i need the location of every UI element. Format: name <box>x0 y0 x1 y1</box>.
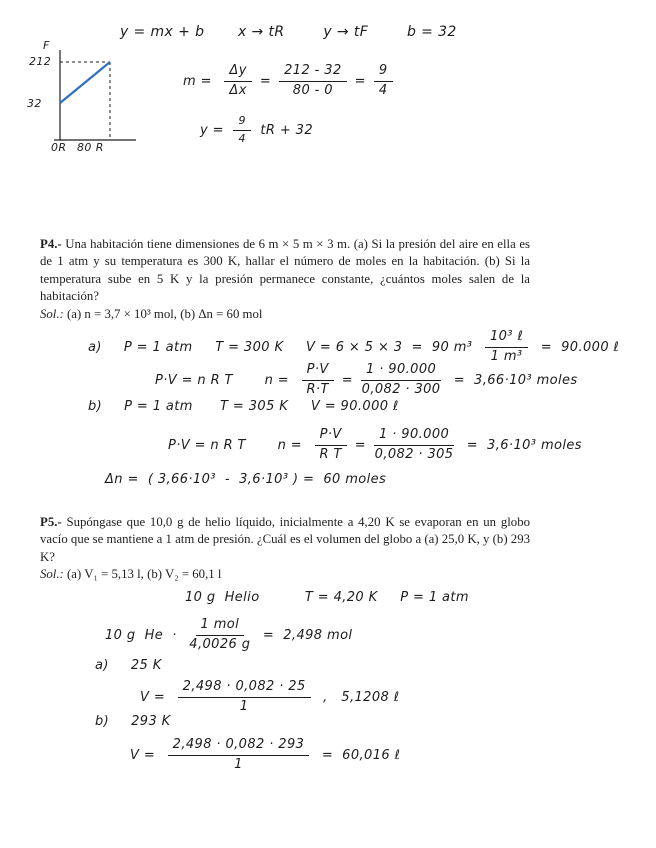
problem4-solution-line <box>40 306 530 323</box>
problem5-text: Supóngase que 10,0 g de helio líquido, inicialmente a 4,20 K se evaporan en un globo vacío que se mantiene a 1 atm de presión. ¿Cuál es el volumen del globo a (a) 25,0 K, y (b) 293 K? <box>40 515 530 564</box>
graph-tick-32: 32 <box>27 97 42 110</box>
sol4-part-b-line1 <box>88 399 399 414</box>
problem5-solution-line <box>40 566 530 583</box>
fraction-denominator: R·T <box>306 381 329 397</box>
equals-sign: = <box>354 437 366 453</box>
problem5-sol-text: (a) V₁ = 5,13 l, (b) V₂ = 60,1 l <box>63 567 222 582</box>
fraction-numerator: 1 · 90.000 <box>374 428 454 446</box>
sol5-a-v-prefix: V = <box>140 689 170 705</box>
sol4-a-ideal-gas: P·V = n R T n = <box>155 372 294 388</box>
graph-tick-80R: 80 R <box>77 141 104 154</box>
graph-y-axis-label: F <box>43 39 50 52</box>
fraction-denominator: 0,082 · 300 <box>361 381 441 397</box>
sol5-part-a-label-line <box>95 658 162 673</box>
sol5-given-data-line <box>185 590 469 605</box>
pv-rt-fraction <box>315 428 347 463</box>
handwritten-variable-mapping <box>238 24 457 40</box>
equals-sign: = <box>259 73 272 89</box>
sol4-a-label: a) <box>88 339 102 355</box>
numeric-fraction <box>374 428 454 463</box>
fraction-denominator: 4,0026 g <box>189 636 251 652</box>
fraction-numerator: 9 <box>374 64 393 82</box>
fraction-numerator: 9 <box>233 115 250 131</box>
sol4-part-a-line1 <box>88 330 619 365</box>
fraction-denominator: 4 <box>238 131 246 145</box>
sol4-part-a-line2 <box>155 363 578 398</box>
sol4-delta-n-line <box>105 472 386 487</box>
slope-fraction-values <box>279 64 347 99</box>
sol5-part-a-volume-line <box>140 680 399 715</box>
slope-fraction-dy-dx <box>224 64 251 99</box>
problem5-sol-label: Sol.: <box>40 567 64 582</box>
result-fraction <box>233 115 250 145</box>
problem5-block <box>40 514 530 584</box>
numeric-fraction <box>361 363 441 398</box>
sol4-a-moles-result: = 3,66·10³ moles <box>449 372 578 388</box>
result-suffix: tR + 32 <box>255 122 314 138</box>
result-prefix: y = <box>200 122 229 138</box>
sol5-a-v-result: , 5,1208 ℓ <box>318 689 400 705</box>
fraction-denominator: 80 - 0 <box>292 82 333 98</box>
graph-plotted-line <box>60 62 110 103</box>
sol5-a-temp: 25 K <box>130 658 162 673</box>
variable-mapping-text: x → tR y → tF b = 32 <box>238 24 457 40</box>
handwritten-slope-calculation <box>183 64 401 99</box>
volume-b-fraction <box>168 738 310 773</box>
sol5-a-label: a) <box>95 658 109 673</box>
fraction-denominator: 1 m³ <box>490 348 523 364</box>
sol5-moles-prefix: 10 g He · <box>105 627 182 643</box>
slope-fraction-result <box>374 64 393 99</box>
fraction-denominator: 1 <box>234 756 243 772</box>
fraction-numerator: 2,498 · 0,082 · 293 <box>168 738 310 756</box>
equals-sign: = <box>354 73 366 89</box>
handwritten-conversion-result <box>200 115 313 145</box>
problem4-sol-text: (a) n = 3,7 × 10³ mol, (b) Δn = 60 mol <box>63 306 263 321</box>
problem4-label: P4.- <box>40 237 62 251</box>
fraction-numerator: P·V <box>315 428 347 446</box>
problem4-sol-label: Sol.: <box>40 306 64 321</box>
problem5-statement <box>40 514 530 566</box>
sol4-a-volume-result: = 90.000 ℓ <box>536 339 620 355</box>
fraction-denominator: 4 <box>378 82 388 98</box>
sol5-part-b-volume-line <box>130 738 400 773</box>
sol4-b-ideal-gas: P·V = n R T n = <box>168 437 307 453</box>
sol4-b-conditions: P = 1 atm T = 305 K V = 90.000 ℓ <box>124 399 399 414</box>
fraction-numerator: 1 mol <box>196 618 245 636</box>
sol4-b-moles-result: = 3,6·10³ moles <box>462 437 582 453</box>
sol5-b-temp: 293 K <box>131 714 171 729</box>
sol5-b-v-prefix: V = <box>130 747 160 763</box>
sol4-b-label: b) <box>88 399 103 414</box>
sol5-b-v-result: = 60,016 ℓ <box>317 747 401 763</box>
problem5-label: P5.- <box>40 515 62 529</box>
fraction-denominator: 0,082 · 305 <box>374 446 454 462</box>
graph-tick-0R: 0R <box>51 141 67 154</box>
problem4-block <box>40 236 530 323</box>
sol5-b-label: b) <box>95 714 110 729</box>
equals-sign: = <box>341 372 353 388</box>
fraction-denominator: R T <box>319 446 342 462</box>
liters-conversion-fraction <box>485 330 528 365</box>
problem4-statement <box>40 236 530 306</box>
fraction-numerator: 212 - 32 <box>279 64 347 82</box>
fraction-numerator: 1 · 90.000 <box>361 363 441 381</box>
problem4-text: Una habitación tiene dimensiones de 6 m × 5 m × 3 m. (a) Si la presión del aire en ella es de 1 atm y su temperatura es 300 K, hallar el número de moles en la habitación. (b) Si la temperatura sube en 5 K y la presión permanece constante, ¿cuántos moles salen de la habitación? <box>40 237 530 304</box>
slope-prefix: m = <box>183 73 217 89</box>
sol4-a-conditions: P = 1 atm T = 300 K V = 6 × 5 × 3 = 90 m³ <box>123 339 477 355</box>
fraction-denominator: Δx <box>229 82 247 98</box>
fraction-numerator: 10³ ℓ <box>485 330 528 348</box>
sol5-moles-line <box>105 618 352 653</box>
sol5-part-b-label-line <box>95 714 171 729</box>
linear-equation-text: y = mx + b <box>120 24 205 40</box>
fraction-numerator: Δy <box>224 64 251 82</box>
sol5-moles-result: = 2,498 mol <box>258 627 353 643</box>
fraction-numerator: 2,498 · 0,082 · 25 <box>178 680 311 698</box>
pv-rt-fraction <box>302 363 334 398</box>
volume-a-fraction <box>178 680 311 715</box>
molar-mass-fraction <box>189 618 250 653</box>
sol4-delta-n-text: Δn = ( 3,66·10³ - 3,6·10³ ) = 60 moles <box>105 472 387 487</box>
graph-tick-212: 212 <box>29 55 52 68</box>
fraction-numerator: P·V <box>302 363 334 381</box>
sol5-given-data: 10 g Helio T = 4,20 K P = 1 atm <box>185 590 469 605</box>
fraction-denominator: 1 <box>239 698 249 714</box>
sol4-part-b-line2 <box>168 428 582 463</box>
